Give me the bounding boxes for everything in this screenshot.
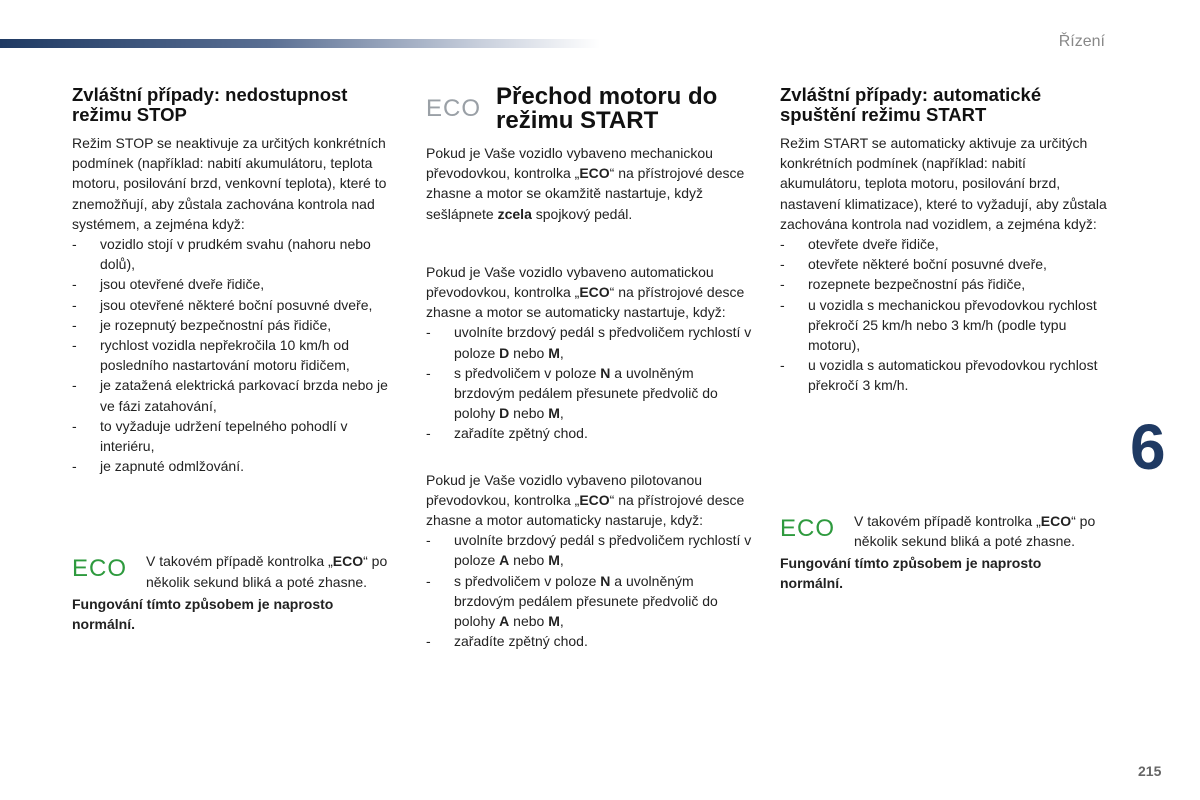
col2-para-manual: Pokud je Vaše vozidlo vybaveno mechanickou převodovkou, kontrolka „ECO“ na přístrojové desce zhasne a motor se okamžitě nastartuje, když sešlápnete zcela spojkový pedál. xyxy=(426,145,745,222)
page-number: 215 xyxy=(1138,763,1162,779)
col1-eco-note xyxy=(72,551,402,591)
col3-footer: Fungování tímto způsobem je naprosto normální. xyxy=(780,555,1042,592)
col3-title: Zvláštní případy: automatické spuštění režimu START xyxy=(780,84,1042,125)
list-item: - zařadíte zpětný chod. xyxy=(426,631,756,651)
col3-list xyxy=(780,234,1110,396)
list-item: - u vozidla s mechanickou převodovkou rychlost překročí 25 km/h nebo 3 km/h (podle typu motoru), xyxy=(780,295,1110,356)
col2-title: Přechod motoru do režimu START xyxy=(496,83,718,134)
list-item: - vozidlo stojí v prudkém svahu (nahoru nebo dolů), xyxy=(72,234,402,274)
eco-icon: ECO xyxy=(72,555,128,583)
list-item: - je zatažená elektrická parkovací brzda nebo je ve fázi zatahování, xyxy=(72,375,402,415)
col1-eco-text: V takovém případě kontrolka „ECO“ po několik sekund bliká a poté zhasne. xyxy=(146,553,388,590)
column-stop-unavailable xyxy=(72,85,402,634)
col3-eco-note xyxy=(780,511,1110,551)
col3-eco-text: V takovém případě kontrolka „ECO“ po několik sekund bliká a poté zhasne. xyxy=(854,512,1096,549)
col2-para-piloted: Pokud je Vaše vozidlo vybaveno pilotovanou převodovkou, kontrolka „ECO“ na přístrojové desce zhasne a motor automaticky nastaruje, když: xyxy=(426,471,745,529)
col1-intro: Režim STOP se neaktivuje za určitých konkrétních podmínek (například: nabití akumulátoru, teplota motoru, posilování brzd, venkovní teplota), které to znemožňují, aby zůstala zachována kontrola nad systémem, a zejména když: xyxy=(72,135,387,232)
list-item: - jsou otevřené dveře řidiče, xyxy=(72,274,402,294)
col2-list-piloted xyxy=(426,530,756,651)
column-engine-start xyxy=(426,85,756,651)
col2-header xyxy=(426,85,756,133)
header-bar xyxy=(0,39,600,48)
list-item: - to vyžaduje udržení tepelného pohodlí v interiéru, xyxy=(72,416,402,456)
list-item: - jsou otevřené některé boční posuvné dveře, xyxy=(72,295,402,315)
chapter-number: 6 xyxy=(1130,411,1166,483)
column-start-automatic xyxy=(780,85,1110,593)
list-item: - je zapnuté odmlžování. xyxy=(72,456,402,476)
list-item: - otevřete některé boční posuvné dveře, xyxy=(780,254,1110,274)
list-item: - uvolníte brzdový pedál s předvoličem rychlostí v poloze D nebo M, xyxy=(426,322,756,362)
list-item: - s předvoličem v poloze N a uvolněným brzdovým pedálem přesunete předvolič do polohy D nebo M, xyxy=(426,363,756,424)
col1-list xyxy=(72,234,402,476)
eco-icon: ECO xyxy=(780,514,836,542)
list-item: - rozepnete bezpečnostní pás řidiče, xyxy=(780,274,1110,294)
list-item: - je rozepnutý bezpečnostní pás řidiče, xyxy=(72,315,402,335)
col3-intro: Režim START se automaticky aktivuje za určitých konkrétních podmínek (například: nabití akumulátoru, teplota motoru, posilování brzd, nastavení klimatizace), které to vyžadují, aby zůstala zachována kontrola nad vozidlem, a zejména když: xyxy=(780,135,1107,232)
list-item: - zařadíte zpětný chod. xyxy=(426,423,756,443)
list-item: - rychlost vozidla nepřekročila 10 km/h od posledního nastartování motoru řidičem, xyxy=(72,335,402,375)
col2-para-automatic: Pokud je Vaše vozidlo vybaveno automatickou převodovkou, kontrolka „ECO“ na přístrojové desce zhasne a motor se automaticky nastartuje, když: xyxy=(426,263,745,321)
list-item: - otevřete dveře řidiče, xyxy=(780,234,1110,254)
col1-title: Zvláštní případy: nedostupnost režimu STOP xyxy=(72,84,348,125)
col2-list-automatic xyxy=(426,322,756,443)
list-item: - s předvoličem v poloze N a uvolněným brzdovým pedálem přesunete předvolič do polohy A nebo M, xyxy=(426,571,756,632)
col1-footer: Fungování tímto způsobem je naprosto normální. xyxy=(72,595,334,633)
section-title: Řízení xyxy=(1058,33,1105,50)
list-item: - u vozidla s automatickou převodovkou rychlost překročí 3 km/h. xyxy=(780,355,1110,395)
eco-icon: ECO xyxy=(426,95,482,122)
list-item: - uvolníte brzdový pedál s předvoličem rychlostí v poloze A nebo M, xyxy=(426,530,756,570)
